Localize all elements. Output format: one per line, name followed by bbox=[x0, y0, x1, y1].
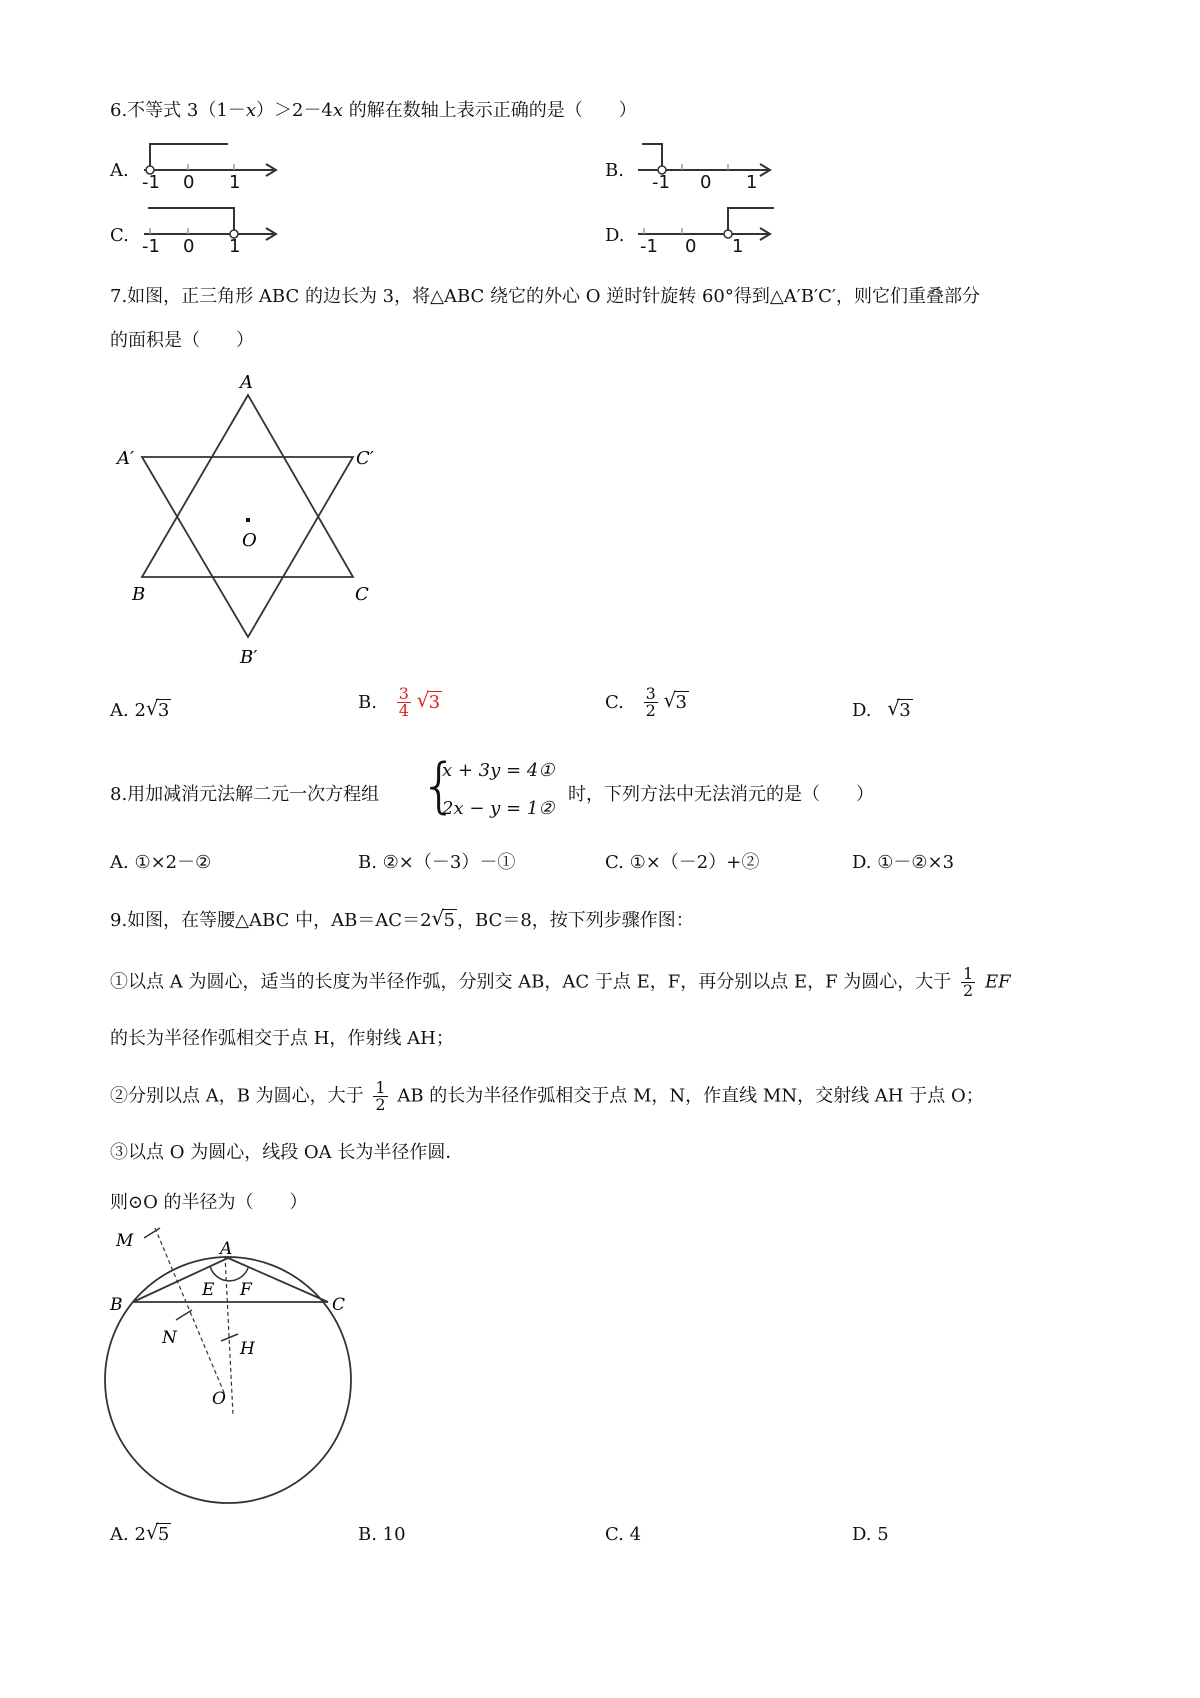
q8-stem-pre: 8.用加减消元法解二元一次方程组 bbox=[110, 784, 380, 805]
label-e: E bbox=[202, 1280, 215, 1300]
q6-c-tick-neg1: -1 bbox=[142, 236, 160, 257]
q6-option-d-label: D. bbox=[605, 225, 625, 246]
q9-option-b: B. 10 bbox=[358, 1524, 406, 1545]
label-o: O bbox=[242, 530, 257, 551]
q7-stem-line2: 的面积是（ ） bbox=[110, 330, 254, 351]
q8-option-c: C. ①×（－2）+② bbox=[605, 852, 760, 873]
label-b: B bbox=[132, 584, 146, 605]
label-h: H bbox=[240, 1339, 255, 1359]
q9-option-d: D. 5 bbox=[852, 1524, 889, 1545]
q6-b-tick-neg1: -1 bbox=[652, 172, 670, 193]
q6-a-tick-0: 0 bbox=[183, 172, 195, 193]
q6-option-c-numberline bbox=[138, 204, 288, 264]
q8-stem-post: 时，下列方法中无法消元的是（ ） bbox=[568, 784, 874, 805]
label-a-prime: A′ bbox=[117, 448, 135, 469]
label-n: N bbox=[162, 1328, 177, 1348]
q9-step1-line2: 的长为半径作弧相交于点 H，作射线 AH； bbox=[110, 1028, 454, 1049]
label-b: B bbox=[110, 1295, 123, 1315]
circle-o bbox=[105, 1257, 351, 1503]
q8-option-d: D. ①－②×3 bbox=[852, 852, 955, 873]
q8-eq1: x + 3y = 4① bbox=[442, 760, 555, 781]
q6-stem: 6.不等式 3（1－x）＞2－4x 的解在数轴上表示正确的是（ ） bbox=[110, 100, 637, 121]
q6-a-tick-1: 1 bbox=[229, 172, 241, 193]
q6-d-tick-1: 1 bbox=[732, 236, 744, 257]
q8-eq2: 2x − y = 1② bbox=[442, 798, 555, 819]
q8-brace: { bbox=[420, 751, 459, 821]
q6-option-a-numberline bbox=[138, 140, 288, 200]
q9-option-a: A. 2 √ 5 bbox=[110, 1520, 170, 1545]
q9-circle-figure bbox=[100, 1220, 370, 1520]
q6-c-tick-0: 0 bbox=[183, 236, 195, 257]
q6-option-b-label: B. bbox=[605, 160, 624, 181]
q9-option-c: C. 4 bbox=[605, 1524, 642, 1545]
point-o bbox=[246, 518, 250, 522]
q6-b-tick-0: 0 bbox=[700, 172, 712, 193]
q7-option-d: D. √ 3 bbox=[852, 696, 911, 721]
label-m: M bbox=[116, 1231, 134, 1251]
q8-option-b: B. ②×（－3）－① bbox=[358, 852, 516, 873]
label-c: C bbox=[355, 584, 369, 605]
label-c: C bbox=[332, 1295, 346, 1315]
q9-step3: ③以点 O 为圆心，线段 OA 长为半径作圆． bbox=[110, 1142, 464, 1163]
label-o: O bbox=[212, 1389, 226, 1409]
q6-a-tick-neg1: -1 bbox=[142, 172, 160, 193]
label-f: F bbox=[240, 1280, 252, 1300]
q6-c-tick-1: 1 bbox=[229, 236, 241, 257]
q7-option-b: B. $\frac{3}{4}$ √ 3 bbox=[358, 684, 441, 720]
q8-option-a: A. ①×2－② bbox=[110, 852, 212, 873]
label-b-prime: B′ bbox=[240, 647, 258, 668]
q7-star-figure bbox=[100, 365, 400, 675]
label-a: A bbox=[240, 372, 253, 393]
q7-option-c: C. $\frac{3}{2}$ √ 3 bbox=[605, 684, 687, 720]
q6-b-tick-1: 1 bbox=[746, 172, 758, 193]
q6-option-c-label: C. bbox=[110, 225, 129, 246]
q6-d-tick-0: 0 bbox=[685, 236, 697, 257]
q7-option-a: A. 2 √ 3 bbox=[110, 696, 170, 721]
q7-stem-line1: 7.如图，正三角形 ABC 的边长为 3，将△ABC 绕它的外心 O 逆时针旋转 60°得到△A′B′C′，则它们重叠部分 bbox=[110, 286, 980, 307]
label-c-prime: C′ bbox=[356, 448, 374, 469]
q9-stem: 9.如图，在等腰△ABC 中，AB＝AC＝2 √ 5 ，BC＝8，按下列步骤作图： bbox=[110, 906, 694, 931]
q9-step1-line1: ①以点 A 为圆心，适当的长度为半径作弧，分别交 AB，AC 于点 E，F，再分别以点 E，F 为圆心，大于 $\frac{1}{2}$ EF bbox=[110, 964, 1011, 1000]
q9-step2: ②分别以点 A，B 为圆心，大于 $\frac{1}{2}$ AB 的长为半径作弧相交于点 M，N，作直线 MN，交射线 AH 于点 O； bbox=[110, 1078, 984, 1114]
q6-option-a-label: A. bbox=[110, 160, 129, 181]
q6-d-tick-neg1: -1 bbox=[640, 236, 658, 257]
label-a: A bbox=[220, 1239, 233, 1259]
q9-ask: 则⊙O 的半径为（ ） bbox=[110, 1192, 308, 1213]
